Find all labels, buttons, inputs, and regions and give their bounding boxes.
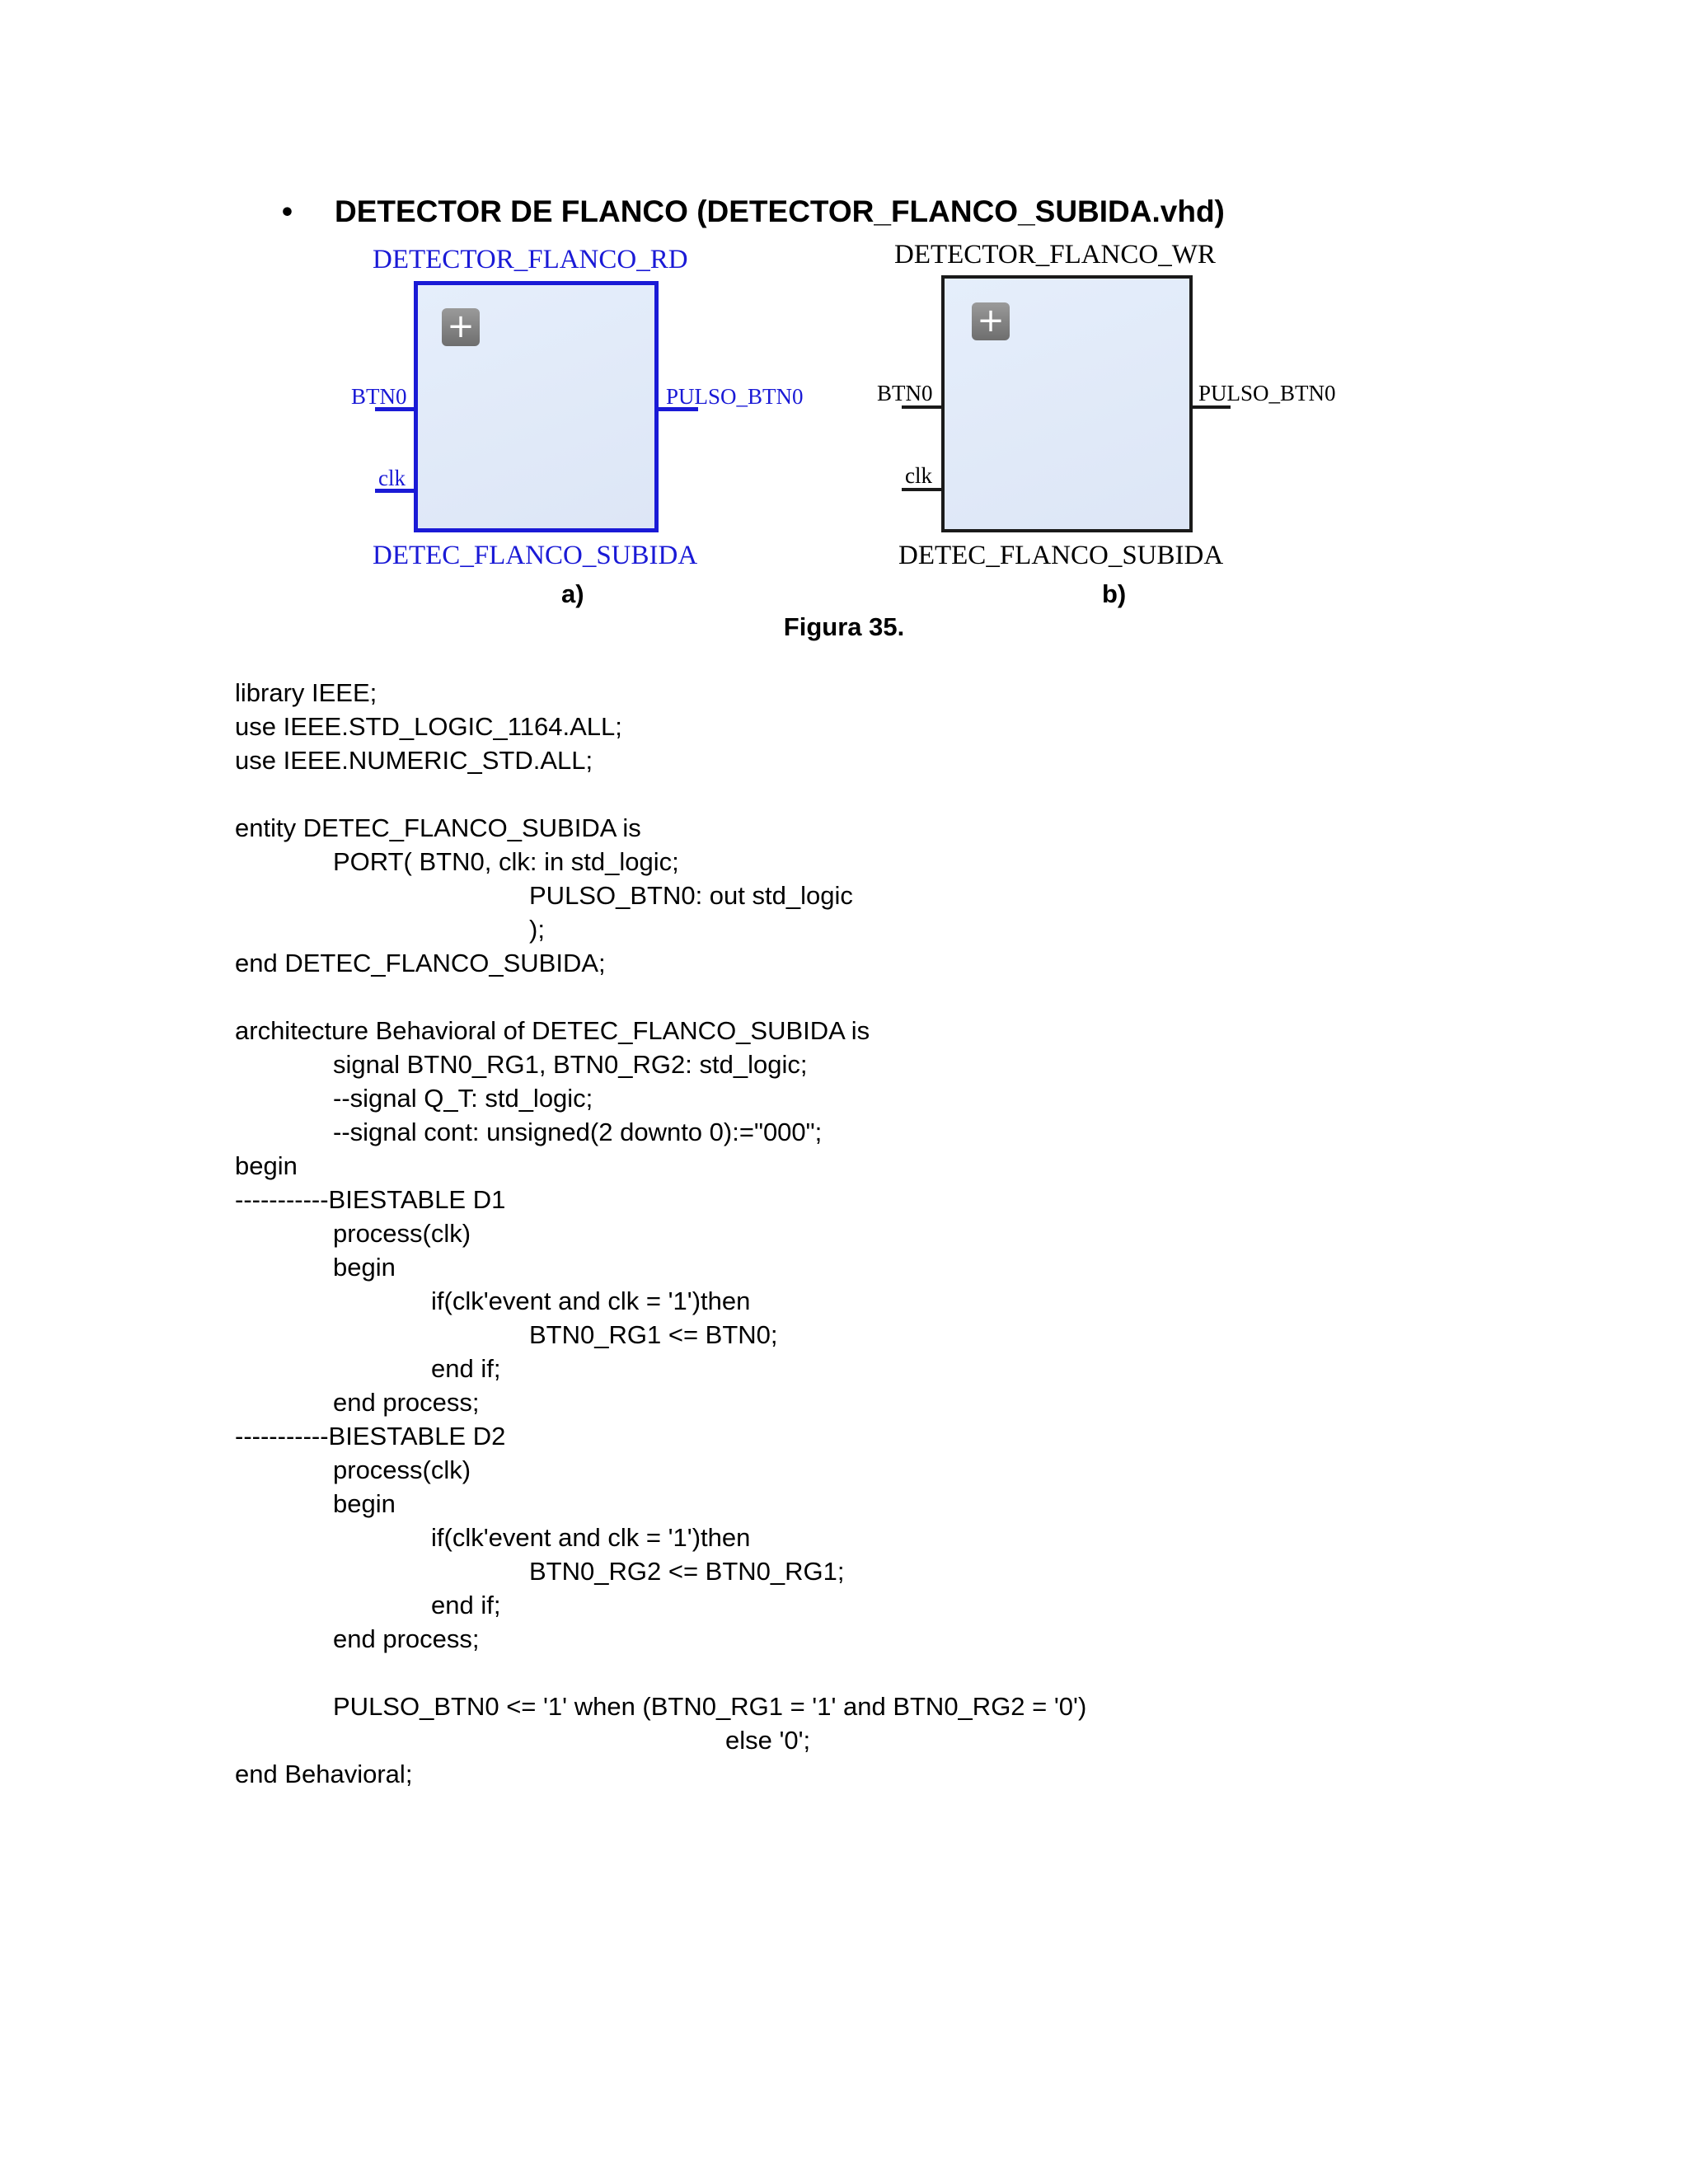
code-line: begin: [235, 1151, 298, 1180]
code-line: -----------BIESTABLE D2: [235, 1422, 506, 1451]
code-line: [235, 777, 1086, 811]
code-line: signal BTN0_RG1, BTN0_RG2: std_logic;: [333, 1050, 808, 1079]
code-line: PORT( BTN0, clk: in std_logic;: [333, 847, 679, 876]
code-line: else '0';: [725, 1726, 811, 1755]
subfigure-label-b: b): [1102, 579, 1127, 608]
subfigure-label-a: a): [561, 579, 584, 608]
code-line: end DETEC_FLANCO_SUBIDA;: [235, 949, 606, 977]
block-b-instance-title: DETECTOR_FLANCO_WR: [894, 240, 1216, 269]
code-line: end if;: [431, 1591, 501, 1619]
block-a-box: [414, 281, 659, 532]
code-line: begin: [333, 1253, 396, 1282]
code-line: architecture Behavioral of DETEC_FLANCO_SUBIDA is: [235, 1016, 870, 1045]
code-line: PULSO_BTN0 <= '1' when (BTN0_RG1 = '1' and BTN0_RG2 = '0'): [333, 1692, 1087, 1721]
code-line: [235, 980, 1086, 1014]
code-line: if(clk'event and clk = '1')then: [431, 1523, 751, 1552]
code-line: end process;: [333, 1388, 480, 1417]
block-b-port-pulso-btn0: PULSO_BTN0: [1198, 381, 1336, 405]
code-line: end if;: [431, 1354, 501, 1383]
code-line: BTN0_RG2 <= BTN0_RG1;: [529, 1557, 845, 1586]
code-line: process(clk): [333, 1455, 471, 1484]
code-line: [235, 1656, 1086, 1690]
code-line: --signal cont: unsigned(2 downto 0):="000";: [333, 1118, 823, 1146]
block-a-port-clk: clk: [378, 466, 406, 490]
code-line: process(clk): [333, 1219, 471, 1248]
block-a-component-name: DETEC_FLANCO_SUBIDA: [373, 541, 698, 570]
block-a-port-btn0: BTN0: [351, 384, 407, 409]
code-line: use IEEE.STD_LOGIC_1164.ALL;: [235, 712, 622, 741]
code-line: --signal Q_T: std_logic;: [333, 1084, 593, 1113]
code-line: use IEEE.NUMERIC_STD.ALL;: [235, 746, 593, 775]
bullet-icon: •: [282, 194, 293, 228]
code-line: end process;: [333, 1624, 480, 1653]
vhdl-code-listing: [235, 676, 1086, 1791]
code-line: library IEEE;: [235, 678, 377, 707]
block-b-component-name: DETEC_FLANCO_SUBIDA: [898, 541, 1224, 570]
code-line: -----------BIESTABLE D1: [235, 1185, 506, 1214]
block-a-port-pulso-btn0: PULSO_BTN0: [666, 384, 804, 409]
code-line: begin: [333, 1489, 396, 1518]
code-line: end Behavioral;: [235, 1760, 413, 1788]
block-b-port-btn0: BTN0: [877, 381, 933, 405]
code-line: entity DETEC_FLANCO_SUBIDA is: [235, 813, 641, 842]
block-a-expand-plus-icon[interactable]: +: [442, 308, 480, 346]
code-line: if(clk'event and clk = '1')then: [431, 1286, 751, 1315]
block-a-instance-title: DETECTOR_FLANCO_RD: [373, 245, 688, 274]
code-line: );: [529, 915, 545, 944]
code-line: PULSO_BTN0: out std_logic: [529, 881, 853, 910]
figure-caption: Figura 35.: [783, 612, 905, 641]
section-heading: [282, 194, 1225, 229]
block-b-box: [941, 275, 1193, 532]
heading-text: DETECTOR DE FLANCO (DETECTOR_FLANCO_SUBIDA.vhd): [335, 194, 1225, 228]
block-b-port-clk: clk: [905, 463, 932, 488]
block-b-expand-plus-icon[interactable]: +: [972, 302, 1010, 340]
code-line: BTN0_RG1 <= BTN0;: [529, 1320, 778, 1349]
